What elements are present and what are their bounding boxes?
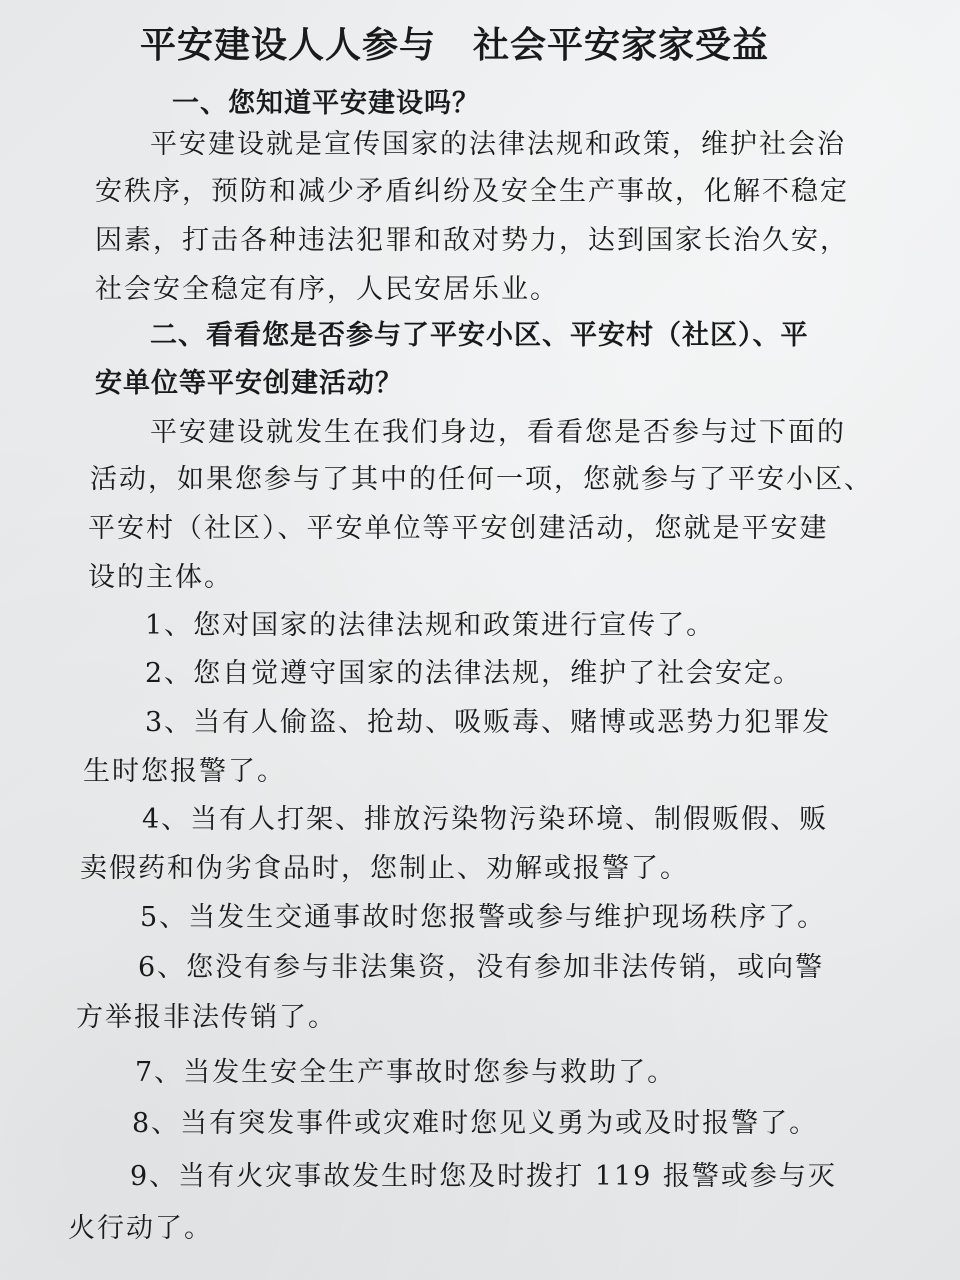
section2-intro-line: 平安村（社区）、平安单位等平安创建活动，您就是平安建: [88, 513, 829, 544]
list-item-cont: 方举报非法传销了。: [76, 1002, 337, 1033]
section2-heading-cont: 安单位等平安创建活动？: [95, 368, 403, 399]
list-item: 8、当有突发事件或灾难时您见义勇为或及时报警了。: [132, 1108, 819, 1139]
list-item: 9、当有火灾事故发生时您及时拨打 119 报警或参与灭: [130, 1161, 837, 1192]
list-item: 6、您没有参与非法集资，没有参加非法传销，或向警: [138, 952, 825, 983]
section2-heading: 二、看看您是否参与了平安小区、平安村（社区）、平: [150, 320, 809, 351]
section2-intro-line: 活动，如果您参与了其中的任何一项，您就参与了平安小区、: [90, 464, 873, 495]
document-title: 平安建设人人参与 社会平安家家受益: [140, 25, 770, 66]
list-item: 1、您对国家的法律法规和政策进行宣传了。: [145, 610, 716, 641]
list-item: 2、您自觉遵守国家的法律法规，维护了社会安定。: [145, 658, 803, 689]
list-item: 3、当有人偷盗、抢劫、吸贩毒、赌博或恶势力犯罪发: [145, 707, 832, 738]
section2-intro-line: 平安建设就发生在我们身边，看看您是否参与过下面的: [150, 417, 846, 448]
section1-line: 平安建设就是宣传国家的法律法规和政策，维护社会治: [150, 129, 846, 160]
list-item: 4、当有人打架、排放污染物污染环境、制假贩假、贩: [142, 804, 829, 835]
section1-line: 社会安全稳定有序，人民安居乐业。: [95, 274, 559, 305]
section1-line: 安秩序，预防和减少矛盾纠纷及安全生产事故，化解不稳定: [95, 176, 849, 207]
list-item-cont: 火行动了。: [68, 1213, 213, 1244]
list-item-cont: 卖假药和伪劣食品时，您制止、劝解或报警了。: [80, 853, 689, 884]
section1-heading: 一、您知道平安建设吗？: [172, 88, 480, 119]
list-item-cont: 生时您报警了。: [83, 756, 286, 787]
section1-line: 因素，打击各种违法犯罪和敌对势力，达到国家长治久安，: [95, 225, 849, 256]
list-item: 5、当发生交通事故时您报警或参与维护现场秩序了。: [140, 902, 827, 933]
list-item: 7、当发生安全生产事故时您参与救助了。: [135, 1057, 677, 1088]
section2-intro-line: 设的主体。: [88, 562, 233, 593]
